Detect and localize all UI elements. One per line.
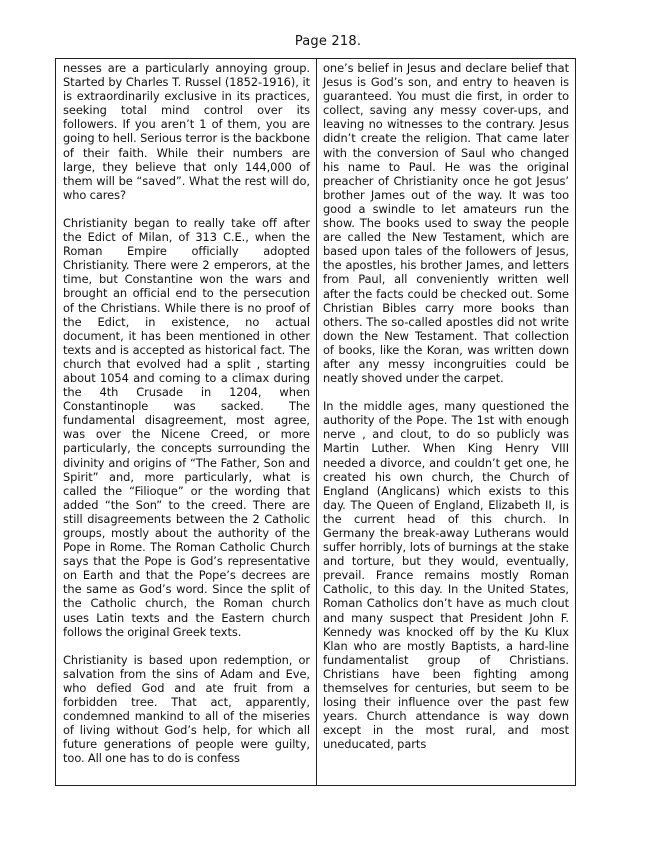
page-number-header: Page 218.: [294, 34, 362, 49]
two-column-text-frame: [55, 58, 576, 786]
paragraph: Christianity is based upon redemption, or salvation from the sins of Adam and Eve, who defied God and ate fruit from a forbidden tree. That act, apparently, condemned mankind to all of the miseries of living without God’s help, for which all future generations of people were guilty, too. All one has to do is confess: [63, 652, 310, 766]
right-column: [317, 59, 575, 785]
paragraph: nesses are a particularly annoying group. Started by Charles T. Russel (1852-1916), it is extraordinarily exclusive in its practices, seeking total mind control over its followers. If you aren’t 1 of them, you are going to hell. Serious terror is the backbone of their faith. While their numbers are large, they believe that only 144,000 of them will be “saved”. What the rest will do, who cares?: [63, 61, 310, 202]
paragraph: In the middle ages, many questioned the authority of the Pope. The 1st with enough nerve , and clout, to do so publicly was Martin Luther. When King Henry VIII needed a divorce, and couldn’t get one, he created his own church, the Church of England (Anglicans) which exists to this day. The Queen of England, Elizabeth II, is the current head of this church. In Germany the break-away Lutherans would suffer horribly, lots of burnings at the stake and torture, but they would, eventually, prevail. France remains mostly Roman Catholic, to this day. In the United States, Roman Catholics don’t have as much clout and many suspect that President John F. Kennedy was knocked off by the Ku Klux Klan who are mostly Baptists, a hard-line fundamentalist group of Christians. Christians have been fighting among themselves for centuries, but seem to be losing their influence over the past few years. Church attendance is way down except in the most rural, and most uneducated, parts: [323, 399, 569, 752]
paragraph: one’s belief in Jesus and declare belief that Jesus is God’s son, and entry to heaven is guaranteed. You must die first, in order to collect, saving any messy cover-ups, and leaving no witnesses to the contrary. Jesus didn’t create the religion. That came later with the conversion of Saul who changed his name to Paul. He was the original preacher of Christianity once he got Jesus’ brother James out of the way. It was too good a swindle to let amateurs run the show. The books used to sway the people are called the New Testament, which are based upon tales of the followers of Jesus, the apostles, his brother James, and letters from Paul, all conveniently written well after the facts could be checked out. Some Christian Bibles carry more books than others. The so-called apostles did not write down the New Testament. That collection of books, like the Koran, was written down after any messy incongruities could be neatly shoved under the carpet.: [323, 61, 569, 386]
left-column: [56, 59, 317, 785]
paragraph: Christianity began to really take off after the Edict of Milan, of 313 C.E., when the Roman Empire officially adopted Christianity. There were 2 emperors, at the time, but Constantine won the wars and brought an official end to the persecution of the Christians. While there is no proof of the Edict, in existence, no actual document, it has been mentioned in other texts and is accepted as historical fact. The church that evolved had a split , starting about 1054 and coming to a climax during the 4th Crusade in 1204, when Constantinople was sacked. The fundamental disagreement, most agree, was over the Nicene Creed, or more particularly, the concepts surrounding the divinity and origins of “The Father, Son and Spirit” and, more particularly, what is called the “Filioque” or the wording that added “the Son” to the creed. There are still disagreements between the 2 Catholic groups, mostly about the authority of the Pope in Rome. The Roman Catholic Church says that the Pope is God’s representative on Earth and that the Pope’s decrees are the same as God’s word. Since the split of the Catholic church, the Roman church uses Latin texts and the Eastern church follows the original Greek texts.: [63, 215, 310, 639]
